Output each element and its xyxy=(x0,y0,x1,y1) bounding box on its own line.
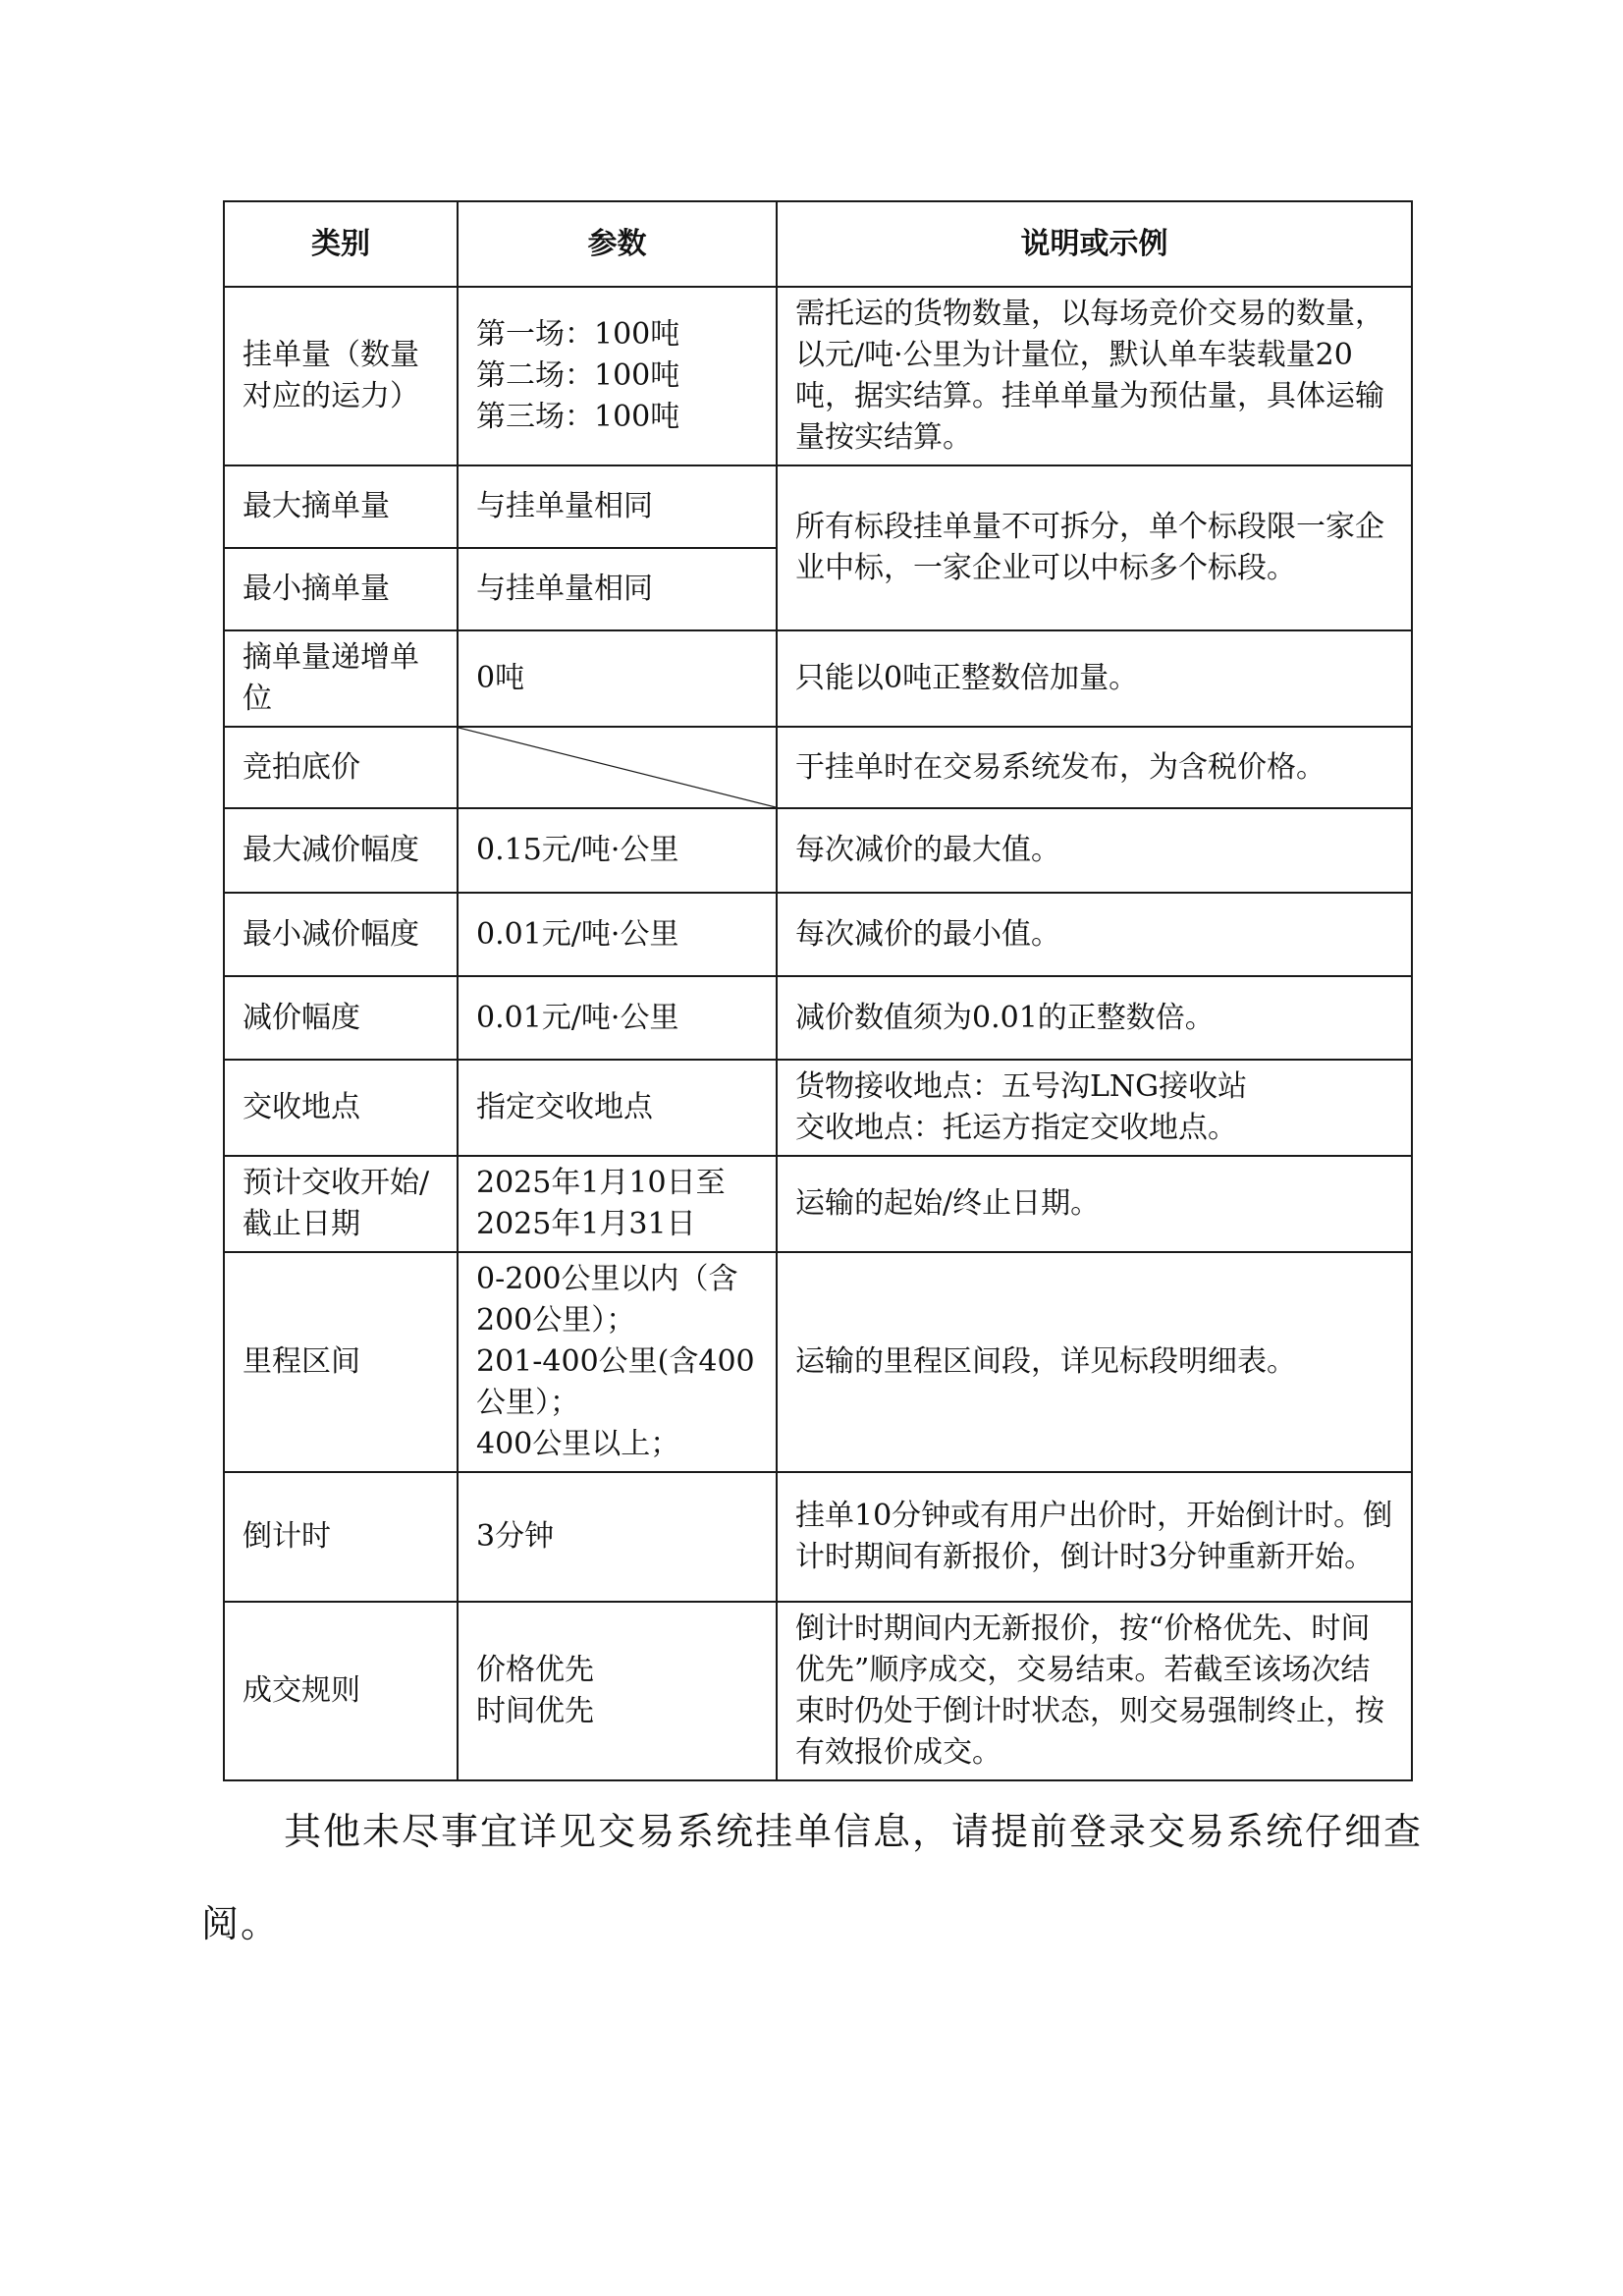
row-param-empty xyxy=(458,727,777,808)
row-param: 3分钟 xyxy=(458,1472,777,1602)
table-row xyxy=(224,1060,1412,1156)
row-category: 里程区间 xyxy=(224,1252,458,1472)
row-desc: 运输的里程区间段，详见标段明细表。 xyxy=(777,1252,1412,1472)
table-row xyxy=(224,1602,1412,1780)
diagonal-line xyxy=(459,728,776,807)
row-desc: 减价数值须为0.01的正整数倍。 xyxy=(777,976,1412,1060)
row-param: 价格优先 时间优先 xyxy=(458,1602,777,1780)
row-param: 与挂单量相同 xyxy=(458,465,777,548)
row-param: 0吨 xyxy=(458,630,777,727)
row-desc: 需托运的货物数量，以每场竞价交易的数量，以元/吨·公里为计量位，默认单车装载量20吨，据实结算。挂单单量为预估量，具体运输量按实结算。 xyxy=(777,287,1412,465)
table-row xyxy=(224,287,1412,465)
table-row xyxy=(224,976,1412,1060)
row-desc: 运输的起始/终止日期。 xyxy=(777,1156,1412,1252)
parameter-table xyxy=(223,200,1413,1781)
row-category: 竞拍底价 xyxy=(224,727,458,808)
row-category: 倒计时 xyxy=(224,1472,458,1602)
row-desc: 挂单10分钟或有用户出价时，开始倒计时。倒计时期间有新报价，倒计时3分钟重新开始。 xyxy=(777,1472,1412,1602)
row-category: 最小摘单量 xyxy=(224,548,458,630)
row-category: 最大摘单量 xyxy=(224,465,458,548)
row-param: 0.15元/吨·公里 xyxy=(458,808,777,893)
row-desc: 于挂单时在交易系统发布，为含税价格。 xyxy=(777,727,1412,808)
row-param: 第一场：100吨 第二场：100吨 第三场：100吨 xyxy=(458,287,777,465)
table-row xyxy=(224,1472,1412,1602)
row-param: 0.01元/吨·公里 xyxy=(458,893,777,976)
row-category: 最小减价幅度 xyxy=(224,893,458,976)
row-category: 预计交收开始/截止日期 xyxy=(224,1156,458,1252)
table-row xyxy=(224,630,1412,727)
header-category: 类别 xyxy=(224,201,458,287)
table-row xyxy=(224,1156,1412,1252)
row-category: 减价幅度 xyxy=(224,976,458,1060)
header-desc: 说明或示例 xyxy=(777,201,1412,287)
row-desc: 倒计时期间内无新报价，按“价格优先、时间优先”顺序成交，交易结束。若截至该场次结束时仍处于倒计时状态，则交易强制终止，按有效报价成交。 xyxy=(777,1602,1412,1780)
row-desc: 只能以0吨正整数倍加量。 xyxy=(777,630,1412,727)
row-category: 成交规则 xyxy=(224,1602,458,1780)
table-row xyxy=(224,1252,1412,1472)
row-desc: 每次减价的最大值。 xyxy=(777,808,1412,893)
row-category: 摘单量递增单位 xyxy=(224,630,458,727)
row-param: 与挂单量相同 xyxy=(458,548,777,630)
row-param: 指定交收地点 xyxy=(458,1060,777,1156)
table-row xyxy=(224,465,1412,548)
closing-paragraph: 其他未尽事宜详见交易系统挂单信息，请提前登录交易系统仔细查阅。 xyxy=(201,1810,1424,1945)
row-category: 最大减价幅度 xyxy=(224,808,458,893)
table-row xyxy=(224,893,1412,976)
row-desc: 所有标段挂单量不可拆分，单个标段限一家企业中标，一家企业可以中标多个标段。 xyxy=(777,465,1412,630)
header-param: 参数 xyxy=(458,201,777,287)
row-param: 0-200公里以内（含200公里）； 201-400公里(含400公里）； 400公里以上； xyxy=(458,1252,777,1472)
table-row xyxy=(224,727,1412,808)
row-desc: 每次减价的最小值。 xyxy=(777,893,1412,976)
row-param: 0.01元/吨·公里 xyxy=(458,976,777,1060)
row-desc: 货物接收地点：五号沟LNG接收站 交收地点：托运方指定交收地点。 xyxy=(777,1060,1412,1156)
table-header-row xyxy=(224,201,1412,287)
row-category: 交收地点 xyxy=(224,1060,458,1156)
row-category: 挂单量（数量对应的运力） xyxy=(224,287,458,465)
row-param: 2025年1月10日至 2025年1月31日 xyxy=(458,1156,777,1252)
table-row xyxy=(224,808,1412,893)
